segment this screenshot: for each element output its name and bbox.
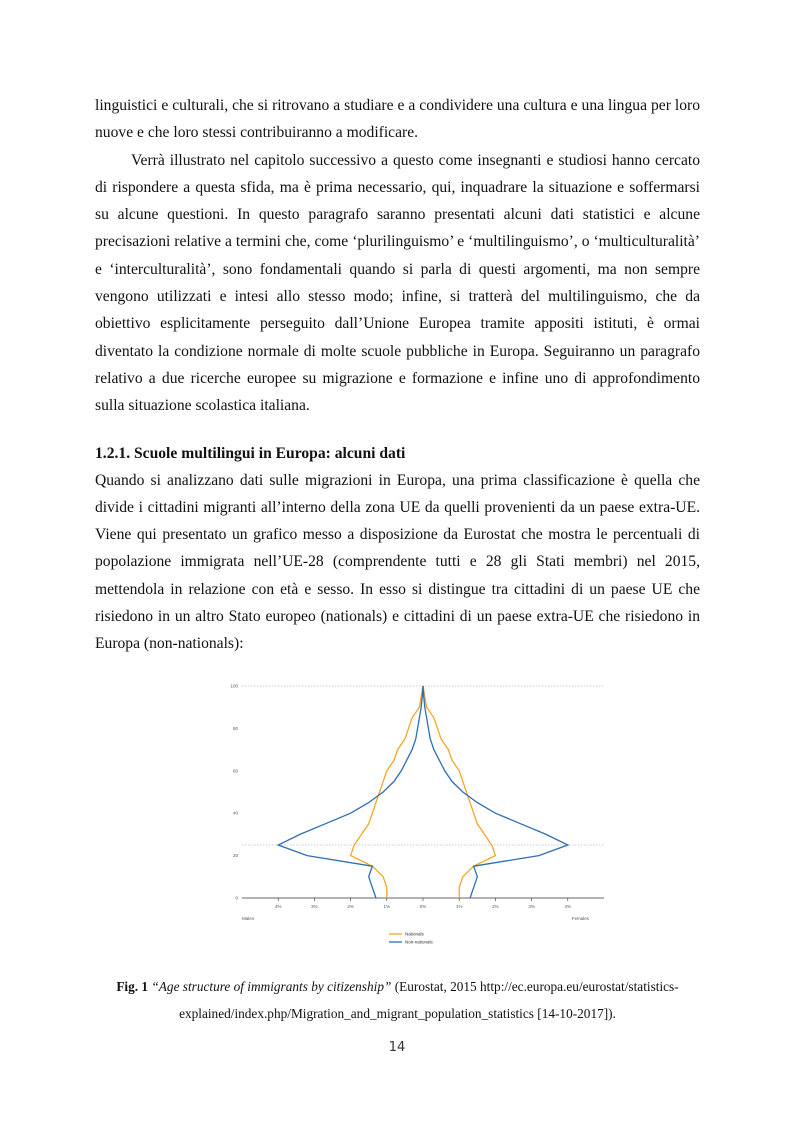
y-tick-label: 100 — [230, 683, 238, 689]
x-tick-label: 4% — [274, 904, 282, 909]
series-1-females-line — [423, 686, 568, 898]
legend-label-0: Nationals — [405, 931, 424, 937]
caption-label: Fig. 1 — [116, 979, 149, 994]
series-1-males-line — [278, 686, 423, 898]
x-tick-label: 0% — [419, 904, 427, 909]
xlabel-females: Females — [571, 916, 589, 921]
figure-caption — [95, 973, 700, 1027]
section-paragraph: Quando si analizzano dati sulle migrazioni in Europa, una prima classificazione è quella che divide i cittadini migranti all’interno della zona UE da quelli provenienti da un paese extra-UE. Viene qui presentato un grafico messo a disposizione da Eurostat che mostra le percentuali di popolazione immigrata nell’UE-28 (comprendente tutti e 28 gli Stati membri) nel 2015, mettendola in relazione con età e sesso. In esso si distingue tra cittadini di un paese UE che risiedono in un altro Stato europeo (nationals) e cittadini di un paese extra-UE che risiedono in Europa (non-nationals): — [95, 471, 700, 653]
x-tick-label: 1% — [455, 904, 463, 909]
page-body — [95, 92, 700, 658]
x-tick-label: 3% — [311, 904, 318, 909]
section-heading: 1.2.1. Scuole multilingui in Europa: alcuni dati — [95, 444, 406, 462]
y-tick-label: 20 — [232, 853, 238, 859]
y-tick-label: 60 — [232, 768, 238, 774]
x-tick-label: 3% — [528, 904, 535, 909]
caption-source-1: (Eurostat, 2015 http://ec.europa.eu/eurostat/statistics- — [394, 979, 679, 994]
xlabel-males: Males — [242, 916, 255, 921]
series-0-males-line — [351, 686, 423, 898]
caption-title: “Age structure of immigrants by citizenship” — [151, 979, 392, 994]
figure — [214, 676, 618, 976]
y-tick-label: 0 — [235, 895, 238, 901]
paragraph-2: Verrà illustrato nel capitolo successivo a questo come insegnanti e studiosi hanno cercato di rispondere a questa sfida, ma è prima necessario, qui, inquadrare la situazione e soffermarsi su alcune questioni. In questo paragrafo saranno presentati alcuni dati statistici e alcune precisazioni relative a termini che, come ‘plurilinguismo’ e ‘multilinguismo’, o ‘multiculturalità’ e ‘interculturalità’, sono fondamentali quando si parla di questi argomenti, ma non sempre vengono utilizzati e intesi allo stesso modo; infine, si tratterà del multilinguismo, che da obiettivo esplicitamente perseguito dall’Unione Europea tramite appositi istituti, è ormai diventato la condizione normale di molte scuole pubbliche in Europa. Seguiranno un paragrafo relativo a due ricerche europee su migrazione e formazione e infine uno di approfondimento sulla situazione scolastica italiana. — [95, 151, 700, 415]
x-tick-label: 2% — [492, 904, 499, 909]
x-tick-label: 4% — [564, 904, 572, 909]
page-number: 14 — [388, 1040, 406, 1055]
caption-source-2: explained/index.php/Migration_and_migrant_population_statistics [14-10-2017]). — [179, 1006, 616, 1021]
x-tick-label: 2% — [347, 904, 354, 909]
series-0-females-line — [423, 686, 495, 898]
y-tick-label: 80 — [232, 725, 238, 731]
paragraph-1: linguistici e culturali, che si ritrovano a studiare e a condividere una cultura e una lingua per loro nuove e che loro stessi contribuiranno a modificare. — [95, 97, 700, 142]
legend-label-1: Non-nationals — [405, 939, 433, 945]
population-pyramid-chart — [214, 676, 618, 976]
y-tick-label: 40 — [232, 810, 238, 816]
x-tick-label: 1% — [383, 904, 391, 909]
